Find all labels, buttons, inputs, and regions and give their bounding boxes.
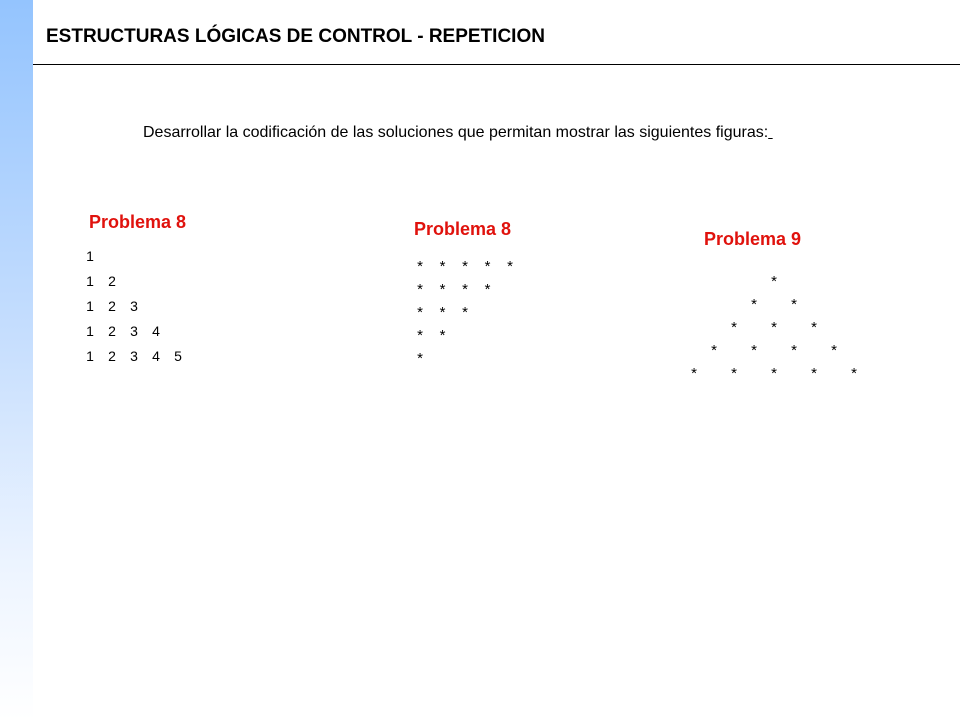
inverted-star-triangle-figure	[414, 259, 534, 374]
asterisk-mark: *	[751, 296, 757, 313]
asterisk-mark: *	[417, 350, 423, 367]
figure-row	[688, 320, 868, 343]
number-mark: 1	[86, 298, 94, 314]
figure-row	[84, 248, 204, 273]
star-pyramid-figure	[688, 273, 868, 382]
asterisk-mark: *	[791, 342, 797, 359]
number-mark: 3	[130, 323, 138, 339]
asterisk-mark: *	[731, 319, 737, 336]
asterisk-mark: *	[439, 327, 446, 344]
asterisk-mark: *	[439, 281, 446, 298]
asterisk-mark: *	[439, 304, 446, 321]
figure-row	[414, 305, 534, 328]
number-mark: 2	[108, 298, 116, 314]
figure-row	[688, 343, 868, 366]
figure-row	[84, 323, 204, 348]
asterisk-mark: *	[417, 327, 423, 344]
slide-title: ESTRUCTURAS LÓGICAS DE CONTROL - REPETICION	[46, 26, 545, 47]
number-triangle-figure	[84, 248, 204, 373]
problem-label-1: Problema 8	[89, 212, 187, 232]
number-mark: 4	[152, 323, 160, 339]
number-mark: 3	[130, 348, 138, 364]
number-mark: 5	[174, 348, 182, 364]
instruction-underline-mark	[768, 124, 772, 141]
asterisk-mark: *	[831, 342, 837, 359]
asterisk-mark: *	[484, 281, 491, 298]
number-mark: 2	[108, 323, 116, 339]
problem-label-2: Problema 8	[414, 219, 512, 239]
asterisk-mark: *	[462, 258, 468, 275]
number-mark: 1	[86, 248, 94, 264]
figure-row	[84, 273, 204, 298]
number-mark: 4	[152, 348, 160, 364]
number-mark: 1	[86, 273, 94, 289]
asterisk-mark: *	[462, 281, 468, 298]
decorative-sidebar	[0, 0, 33, 720]
asterisk-mark: *	[507, 258, 513, 275]
problem-label-3: Problema 9	[704, 229, 802, 249]
figure-row	[414, 259, 534, 282]
asterisk-mark: *	[691, 365, 697, 382]
asterisk-mark: *	[851, 365, 857, 382]
figure-row	[414, 328, 534, 351]
figure-row	[414, 282, 534, 305]
figure-row	[688, 274, 868, 297]
asterisk-mark: *	[439, 258, 446, 275]
asterisk-mark: *	[771, 365, 777, 382]
figure-row	[688, 366, 868, 389]
asterisk-mark: *	[811, 365, 817, 382]
title-divider	[33, 64, 960, 65]
asterisk-mark: *	[711, 342, 717, 359]
asterisk-mark: *	[791, 296, 797, 313]
figure-row	[84, 348, 204, 373]
number-mark: 1	[86, 348, 94, 364]
figure-row	[414, 351, 534, 374]
instruction-text	[143, 124, 773, 142]
asterisk-mark: *	[811, 319, 817, 336]
asterisk-mark: *	[417, 258, 423, 275]
asterisk-mark: *	[484, 258, 491, 275]
asterisk-mark: *	[771, 273, 777, 290]
asterisk-mark: *	[417, 281, 423, 298]
asterisk-mark: *	[462, 304, 468, 321]
asterisk-mark: *	[751, 342, 757, 359]
figure-row	[688, 297, 868, 320]
number-mark: 3	[130, 298, 138, 314]
asterisk-mark: *	[417, 304, 423, 321]
number-mark: 2	[108, 348, 116, 364]
figure-row	[84, 298, 204, 323]
number-mark: 2	[108, 273, 116, 289]
asterisk-mark: *	[771, 319, 777, 336]
asterisk-mark: *	[731, 365, 737, 382]
instruction-text-content: Desarrollar la codificación de las soluciones que permitan mostrar las siguientes figuras:	[143, 124, 769, 141]
number-mark: 1	[86, 323, 94, 339]
